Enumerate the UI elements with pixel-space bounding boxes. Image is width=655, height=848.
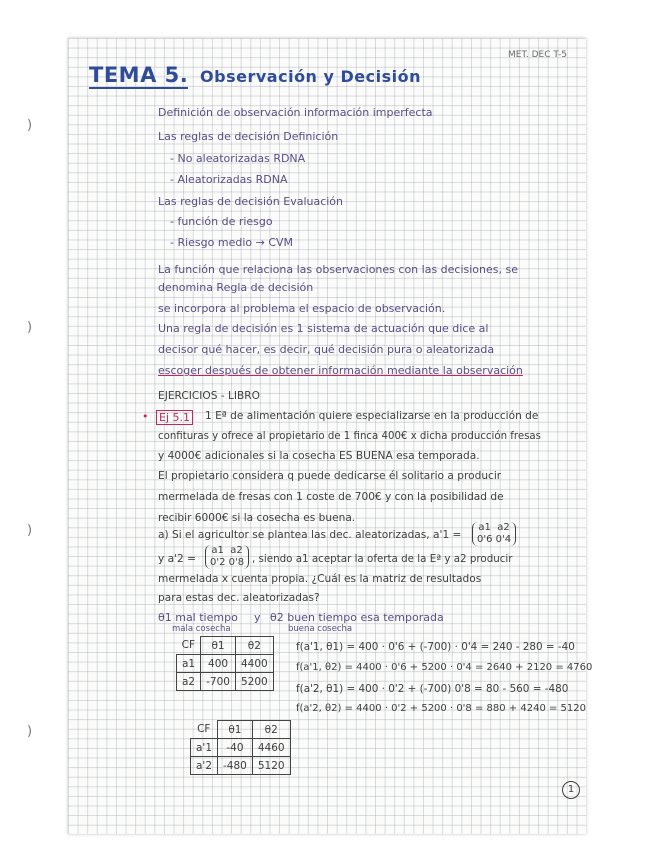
table-cell: 400 (201, 655, 236, 673)
table-header: θ2 (252, 721, 290, 739)
binder-hole-2: ) (27, 320, 33, 335)
matrix-cell: a1 (211, 545, 224, 556)
table-header: CF (191, 721, 218, 739)
matrix-cell: 0'6 (477, 534, 493, 545)
table-header: θ2 (235, 637, 273, 655)
result-table-randomized (190, 720, 291, 775)
note-line: Definición de observación información imperfecta (158, 106, 433, 119)
table-cell: -40 (218, 739, 253, 757)
table-cell: -700 (201, 673, 236, 691)
table-cell: 5120 (252, 757, 290, 775)
exercise-text: para estas dec. aleatorizadas? (158, 592, 320, 604)
table-cell: a1 (177, 655, 201, 673)
binder-hole-1: ) (27, 118, 33, 133)
table-cell: 5200 (235, 673, 273, 691)
table-cell: a'1 (191, 739, 218, 757)
note-line: Las reglas de decisión Definición (158, 130, 339, 143)
title-rest: Observación y Decisión (200, 67, 422, 86)
table-header: θ1 (218, 721, 253, 739)
note-line: - No aleatorizadas RDNA (170, 152, 306, 165)
table-row (177, 673, 274, 691)
note-line: Las reglas de decisión Evaluación (158, 195, 344, 208)
exercise-heading: EJERCICIOS - LIBRO (158, 390, 261, 402)
exercise-text: El propietario considera q puede dedicarse él solitario a producir (158, 470, 502, 482)
table-header: CF (177, 637, 201, 655)
exercise-text: 1 Eª de alimentación quiere especializarse en la producción de (205, 410, 539, 422)
matrix-cell: 0'4 (495, 534, 512, 545)
exercise-label: Ej 5.1 (156, 410, 193, 425)
exercise-text: mermelada x cuenta propia. ¿Cuál es la matriz de resultados (158, 573, 482, 585)
exercise-text: confituras y ofrece al propietario de 1 finca 400€ x dicha producción fresas (158, 431, 541, 442)
state-theta2: θ2 buen tiempo esa temporada (270, 611, 444, 624)
exercise-text: recibir 6000€ si la cosecha es buena. (158, 512, 356, 524)
matrix-a2 (205, 545, 249, 569)
note-line: - Aleatorizadas RDNA (170, 173, 288, 186)
table-row (191, 757, 291, 775)
table-cell: -480 (218, 757, 253, 775)
result-table-pure (176, 636, 274, 691)
equation: f(a'2, θ1) = 400 · 0'2 + (-700) 0'8 = 80 - 560 = -480 (296, 683, 569, 695)
binder-hole-4: ) (27, 724, 33, 739)
table-cell: 4400 (235, 655, 273, 673)
exercise-text: , siendo a1 aceptar la oferta de la Eª y a2 producir (252, 553, 513, 565)
state-theta1: θ1 mal tiempo (158, 611, 238, 624)
note-line: - Riesgo medio → CVM (170, 236, 294, 249)
page-title (89, 63, 421, 87)
matrix-cell: a1 (478, 522, 491, 533)
matrix-a1 (472, 522, 516, 546)
table-header: θ1 (201, 637, 236, 655)
exercise-text: mermelada de fresas con 1 coste de 700€ y con la posibilidad de (158, 491, 504, 503)
table-cell: 4460 (252, 739, 290, 757)
table-row (177, 637, 274, 655)
table-row (177, 655, 274, 673)
equation: f(a'1, θ2) = 4400 · 0'6 + 5200 · 0'4 = 2640 + 2120 = 4760 (296, 662, 593, 673)
title-prefix: TEMA 5. (89, 63, 189, 87)
note-line: denomina Regla de decisión (158, 281, 314, 294)
table-cell: a'2 (191, 757, 218, 775)
table-row (191, 721, 291, 739)
matrix-cell: 0'2 (210, 557, 226, 568)
exercise-text: a) Si el agricultor se plantea las dec. aleatorizadas, a'1 = (158, 529, 462, 541)
exercise-text: y 4000€ adicionales si la cosecha ES BUENA esa temporada. (158, 450, 480, 462)
state-conj: y (254, 611, 261, 624)
table-cell: a2 (177, 673, 201, 691)
matrix-cell: 0'8 (228, 557, 245, 568)
equation: f(a'1, θ1) = 400 · 0'6 + (-700) · 0'4 = 240 - 280 = -40 (296, 641, 575, 653)
equation: f(a'2, θ2) = 4400 · 0'2 + 5200 · 0'8 = 880 + 4240 = 5120 (296, 703, 586, 714)
exercise-bullet: • (142, 410, 149, 423)
binder-hole-3: ) (27, 523, 33, 538)
matrix-cell: a2 (230, 545, 243, 556)
exercise-text: y a'2 = (158, 553, 197, 565)
state-theta1-sub: mala cosecha (172, 624, 231, 634)
note-line: se incorpora al problema el espacio de observación. (158, 302, 446, 315)
note-line: Una regla de decisión es 1 sistema de actuación que dice al (158, 322, 489, 335)
table-row (191, 739, 291, 757)
state-theta2-sub: buena cosecha (288, 624, 353, 634)
note-line: La función que relaciona las observaciones con las decisiones, se (158, 263, 519, 276)
course-tag: MET. DEC T-5 (508, 50, 568, 60)
note-line: - función de riesgo (170, 215, 273, 228)
page-number: 1 (562, 781, 580, 799)
note-line: escoger después de obtener información mediante la observación (158, 364, 523, 377)
note-line: decisor qué hacer, es decir, qué decisión pura o aleatorizada (158, 343, 495, 356)
matrix-cell: a2 (497, 522, 510, 533)
